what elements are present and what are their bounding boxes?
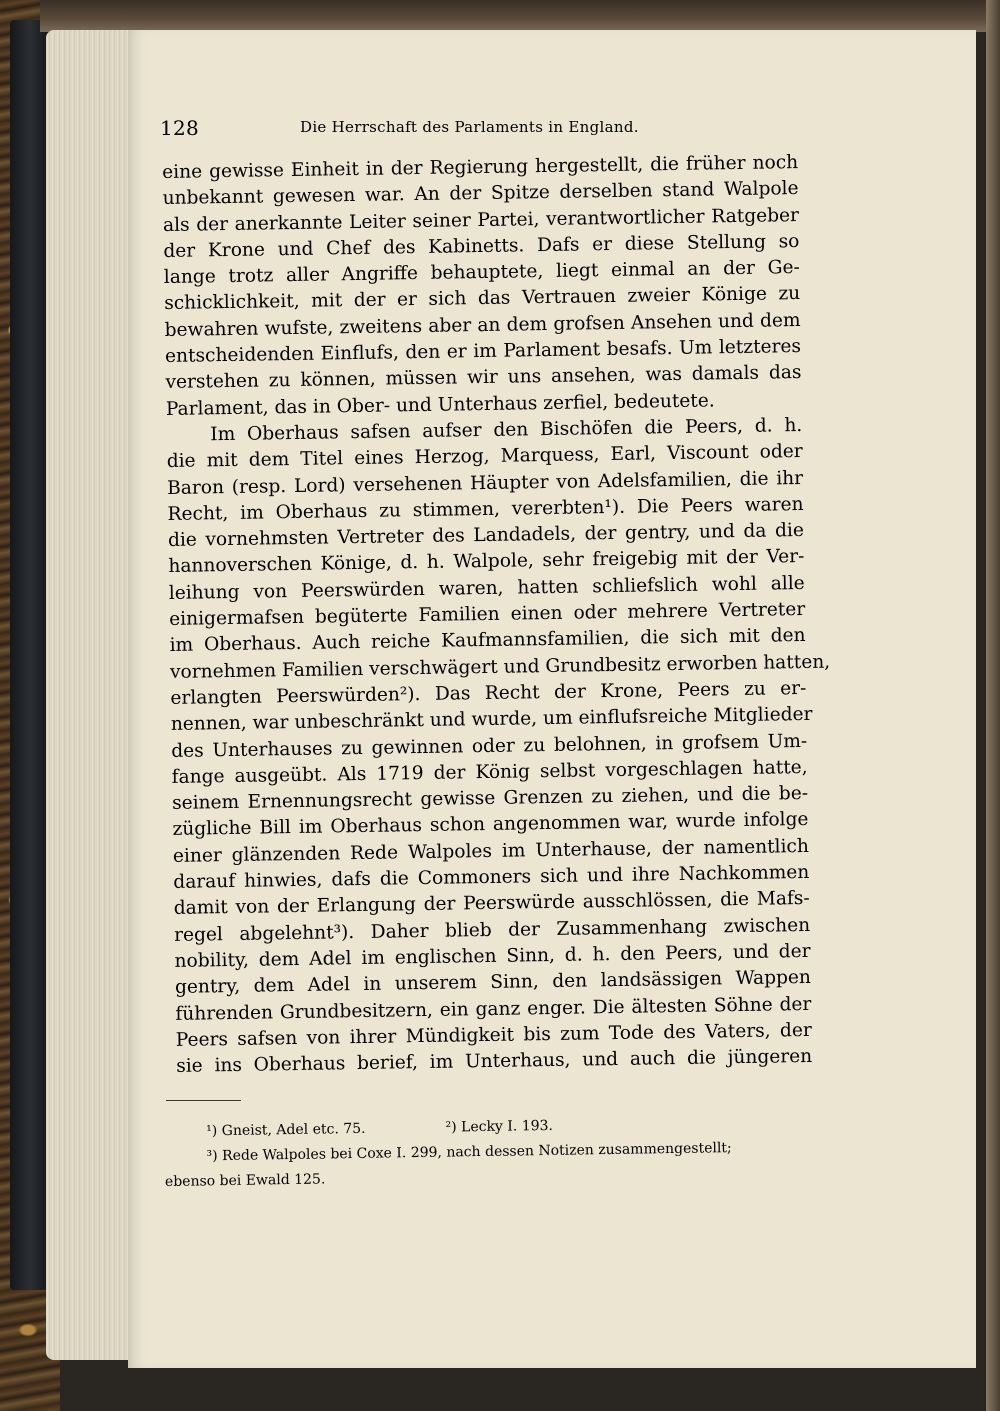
footnote-2: ²) Lecky I. 193.: [445, 1117, 554, 1136]
text-line: führenden Grundbesitzern, ein ganz enger. Die ältesten Söhne der: [175, 993, 812, 1025]
text-line: regel abgelehnt³). Daher blieb der Zusammenhang zwischen: [174, 914, 811, 946]
text-line: Parlament, das in Ober- und Unterhaus zerfiel, bedeutete.: [165, 390, 715, 420]
running-title: Die Herrschaft des Parlaments in England.: [300, 118, 639, 136]
footnotes: [164, 1110, 795, 1195]
text-line: Recht, im Oberhaus zu stimmen, vererbten¹). Die Peers waren: [167, 493, 804, 525]
book-right-edge: [986, 0, 1000, 1411]
text-line: darauf hinwies, dafs die Commoners sich und ihre Nachkommen: [173, 861, 810, 893]
body-text: [162, 150, 831, 1080]
footnote-3-continuation: ebenso bei Ewald 125.: [164, 1171, 326, 1190]
text-line: im Oberhaus. Auch reiche Kaufmannsfamilien, die sich mit den: [169, 625, 806, 657]
text-line: der Krone und Chef des Kabinetts. Dafs er diese Stellung so: [163, 230, 800, 262]
text-line: erlangten Peerswürden²). Das Recht der Krone, Peers zu er-: [170, 677, 807, 709]
text-line: des Unterhauses zu gewinnen oder zu belohnen, in grofsem Um-: [171, 730, 808, 762]
page-number: 128: [160, 116, 200, 140]
text-line: einer glänzenden Rede Walpoles im Unterhause, der namentlich: [172, 835, 810, 867]
text-line: nobility, dem Adel im englischen Sinn, d. h. den Peers, und der: [174, 940, 811, 972]
text-line: hannoverschen Könige, d. h. Walpole, sehr freigebig mit der Ver-: [168, 546, 805, 578]
text-line: zügliche Bill im Oberhaus schon angenommen war, wurde infolge: [172, 809, 809, 841]
text-line: seinem Ernennungsrecht gewisse Grenzen zu ziehen, und die be-: [171, 783, 809, 815]
footnote-divider: [166, 1100, 241, 1101]
text-line: eine gewisse Einheit in der Regierung hergestellt, die früher noch: [162, 152, 799, 183]
text-line: Baron (resp. Lord) versehenen Häupter von Adelsfamilien, die ihr: [166, 467, 804, 499]
text-line: die mit dem Titel eines Herzog, Marquess, Earl, Viscount oder: [166, 441, 803, 473]
book-top-edge: [40, 0, 1000, 32]
text-line: als der anerkannte Leiter seiner Partei, verantwortlicher Ratgeber: [162, 204, 800, 236]
text-line: Im Oberhaus safsen aufser den Bischöfen die Peers, d. h.: [210, 414, 803, 446]
footnote-3: ³) Rede Walpoles bei Coxe I. 299, nach dessen Notizen zusammengestellt;: [206, 1140, 732, 1165]
text-line: entscheidenden Einflufs, den er im Parlament besafs. Um letzteres: [164, 336, 802, 368]
text-line: nennen, war unbeschränkt und wurde, um einflufsreiche Mitglieder: [170, 704, 813, 736]
text-line: gentry, dem Adel in unserem Sinn, den landsässigen Wappen: [174, 967, 812, 999]
text-line: bewahren wufste, zweitens aber an dem grofsen Ansehen und dem: [164, 309, 801, 341]
footnote-1: ¹) Gneist, Adel etc. 75.: [206, 1120, 366, 1140]
text-line: verstehen zu können, müssen wir uns ansehen, was damals das: [165, 362, 802, 394]
text-line: damit von der Erlangung der Peerswürde ausschlössen, die Mafs-: [173, 888, 810, 920]
text-line: Peers safsen von ihrer Mündigkeit bis zum Tode des Vaters, der: [175, 1019, 812, 1051]
text-line: schicklichkeit, mit der er sich das Vertrauen zweier Könige zu: [164, 283, 801, 315]
text-line: sie ins Oberhaus berief, im Unterhaus, und auch die jüngeren: [176, 1045, 813, 1077]
text-line: einigermafsen begüterte Familien einen oder mehrere Vertreter: [169, 599, 806, 630]
book-spine: [10, 20, 50, 1290]
text-line: unbekannt gewesen war. An der Spitze derselben stand Walpole: [162, 178, 799, 210]
text-line: leihung von Peerswürden waren, hatten schliefslich wohl alle: [168, 572, 805, 604]
text-line: vornehmen Familien verschwägert und Grundbesitz erworben hatten,: [169, 651, 831, 683]
text-line: lange trotz aller Angriffe behauptete, liegt einmal an der Ge-: [163, 257, 800, 289]
page-stack-edge: [46, 30, 136, 1360]
text-line: fange ausgeübt. Als 1719 der König selbst vorgeschlagen hatte,: [171, 756, 808, 788]
text-line: die vornehmsten Vertreter des Landadels, der gentry, und da die: [167, 520, 805, 552]
